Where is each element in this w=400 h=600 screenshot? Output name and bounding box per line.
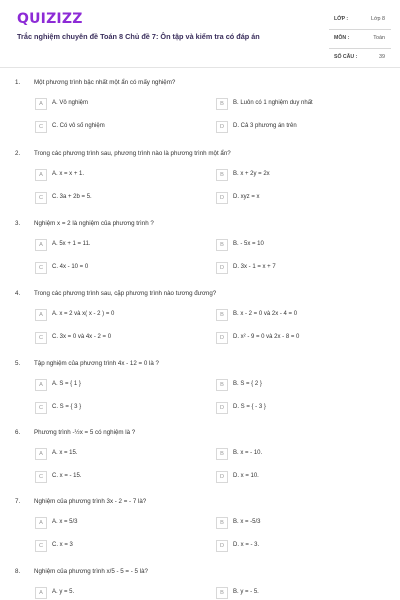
option-letter-box: D (216, 262, 228, 274)
question-number: 7. (15, 498, 21, 505)
meta-row-question-count (329, 49, 391, 68)
option-text: B. x = - 10. (233, 450, 263, 456)
question-text: Trong các phương trình sau, cặp phương trình nào tương đương? (34, 290, 217, 297)
option-b[interactable] (216, 169, 386, 181)
option-letter-box: A (35, 448, 47, 460)
option-letter-box: D (216, 402, 228, 414)
option-c[interactable] (35, 121, 205, 133)
option-a[interactable] (35, 587, 205, 599)
option-b[interactable] (216, 98, 386, 110)
option-d[interactable] (216, 121, 386, 133)
option-text: A. x = 15. (52, 450, 78, 456)
option-text: D. S = { - 3 } (233, 404, 266, 410)
option-d[interactable] (216, 262, 386, 274)
option-letter-box: B (216, 517, 228, 529)
option-a[interactable] (35, 98, 205, 110)
question-text: Trong các phương trình sau, phương trình nào là phương trình một ẩn? (34, 150, 231, 157)
meta-value: Toán (373, 35, 385, 41)
meta-label: LỚP : (334, 16, 349, 22)
option-letter-box: B (216, 379, 228, 391)
option-c[interactable] (35, 332, 205, 344)
option-letter-box: D (216, 332, 228, 344)
option-letter-box: B (216, 309, 228, 321)
option-letter-box: B (216, 587, 228, 599)
meta-table (329, 11, 391, 68)
option-a[interactable] (35, 169, 205, 181)
meta-row-grade (329, 11, 391, 30)
option-letter-box: B (216, 169, 228, 181)
question-number: 3. (15, 220, 21, 227)
option-b[interactable] (216, 239, 386, 251)
option-text: C. x = - 15. (52, 473, 82, 479)
option-a[interactable] (35, 309, 205, 321)
option-text: B. - 5x = 10 (233, 241, 264, 247)
option-text: A. 5x + 1 = 11. (52, 241, 91, 247)
option-text: C. x = 3 (52, 542, 73, 548)
option-d[interactable] (216, 471, 386, 483)
option-d[interactable] (216, 192, 386, 204)
question-text: Một phương trình bậc nhất một ẩn có mấy nghiệm? (34, 79, 176, 86)
option-c[interactable] (35, 471, 205, 483)
meta-label: MÔN : (334, 35, 350, 41)
option-letter-box: C (35, 192, 47, 204)
option-c[interactable] (35, 192, 205, 204)
option-text: A. x = 2 và x( x - 2 ) = 0 (52, 311, 115, 317)
option-letter-box: D (216, 540, 228, 552)
option-c[interactable] (35, 540, 205, 552)
quizizz-logo[interactable]: QUIZIZZ (17, 11, 83, 27)
option-letter-box: A (35, 379, 47, 391)
question-text: Nghiệm của phương trình x/5 - 5 = - 5 là? (34, 568, 148, 575)
option-text: D. xyz = x (233, 194, 260, 200)
option-text: C. Có vô số nghiệm (52, 123, 105, 129)
question-text: Tập nghiệm của phương trình 4x - 12 = 0 là ? (34, 360, 159, 367)
meta-row-subject (329, 30, 391, 49)
option-letter-box: B (216, 448, 228, 460)
question-number: 1. (15, 79, 21, 86)
option-letter-box: A (35, 239, 47, 251)
option-letter-box: A (35, 98, 47, 110)
option-letter-box: D (216, 121, 228, 133)
option-d[interactable] (216, 402, 386, 414)
worksheet-title: Trắc nghiệm chuyên đề Toán 8 Chủ đề 7: Ôn tập và kiểm tra có đáp án (17, 32, 260, 41)
option-text: A. Vô nghiệm (52, 100, 89, 106)
option-letter-box: A (35, 517, 47, 529)
question-number: 8. (15, 568, 21, 575)
option-letter-box: A (35, 587, 47, 599)
worksheet-header (0, 0, 400, 66)
option-text: B. x + 2y = 2x (233, 171, 270, 177)
option-text: B. x = -5/3 (233, 519, 261, 525)
option-b[interactable] (216, 517, 386, 529)
option-letter-box: A (35, 169, 47, 181)
option-text: D. Cả 3 phương án trên (233, 123, 297, 129)
option-letter-box: C (35, 402, 47, 414)
option-letter-box: C (35, 332, 47, 344)
option-a[interactable] (35, 239, 205, 251)
option-letter-box: D (216, 471, 228, 483)
option-letter-box: C (35, 262, 47, 274)
option-text: C. 4x - 10 = 0 (52, 264, 89, 270)
meta-label: SỐ CÂU : (334, 54, 358, 60)
question-number: 2. (15, 150, 21, 157)
option-text: B. y = - 5. (233, 589, 259, 595)
question-text: Phương trình -½x = 5 có nghiệm là ? (34, 429, 136, 436)
option-a[interactable] (35, 448, 205, 460)
option-a[interactable] (35, 379, 205, 391)
option-letter-box: B (216, 239, 228, 251)
question-number: 5. (15, 360, 21, 367)
option-letter-box: A (35, 309, 47, 321)
option-text: C. S = { 3 } (52, 404, 82, 410)
question-number: 4. (15, 290, 21, 297)
option-text: D. x² - 9 = 0 và 2x - 8 = 0 (233, 334, 300, 340)
option-letter-box: B (216, 98, 228, 110)
question-text: Nghiệm x = 2 là nghiệm của phương trình ? (34, 220, 154, 227)
option-letter-box: D (216, 192, 228, 204)
option-text: D. x = 10. (233, 473, 259, 479)
meta-value: 39 (379, 54, 385, 60)
option-text: A. y = 5. (52, 589, 75, 595)
option-c[interactable] (35, 262, 205, 274)
meta-value: Lớp 8 (370, 16, 385, 22)
option-c[interactable] (35, 402, 205, 414)
option-text: C. 3x = 0 và 4x - 2 = 0 (52, 334, 112, 340)
option-text: B. x - 2 = 0 và 2x - 4 = 0 (233, 311, 298, 317)
option-text: C. 3a + 2b = 5. (52, 194, 92, 200)
option-text: A. x = x + 1. (52, 171, 85, 177)
question-number: 6. (15, 429, 21, 436)
option-text: D. 3x - 1 = x + 7 (233, 264, 276, 270)
option-text: A. x = 5/3 (52, 519, 78, 525)
option-letter-box: C (35, 540, 47, 552)
option-a[interactable] (35, 517, 205, 529)
option-text: A. S = { 1 } (52, 381, 81, 387)
option-text: B. Luôn có 1 nghiệm duy nhất (233, 100, 313, 106)
option-b[interactable] (216, 309, 386, 321)
option-letter-box: C (35, 121, 47, 133)
header-divider (0, 67, 400, 68)
question-text: Nghiệm của phương trình 3x - 2 = - 7 là? (34, 498, 147, 505)
option-b[interactable] (216, 587, 386, 599)
option-b[interactable] (216, 448, 386, 460)
option-text: B. S = { 2 } (233, 381, 262, 387)
option-text: D. x = - 3. (233, 542, 260, 548)
option-b[interactable] (216, 379, 386, 391)
option-letter-box: C (35, 471, 47, 483)
option-d[interactable] (216, 540, 386, 552)
option-d[interactable] (216, 332, 386, 344)
